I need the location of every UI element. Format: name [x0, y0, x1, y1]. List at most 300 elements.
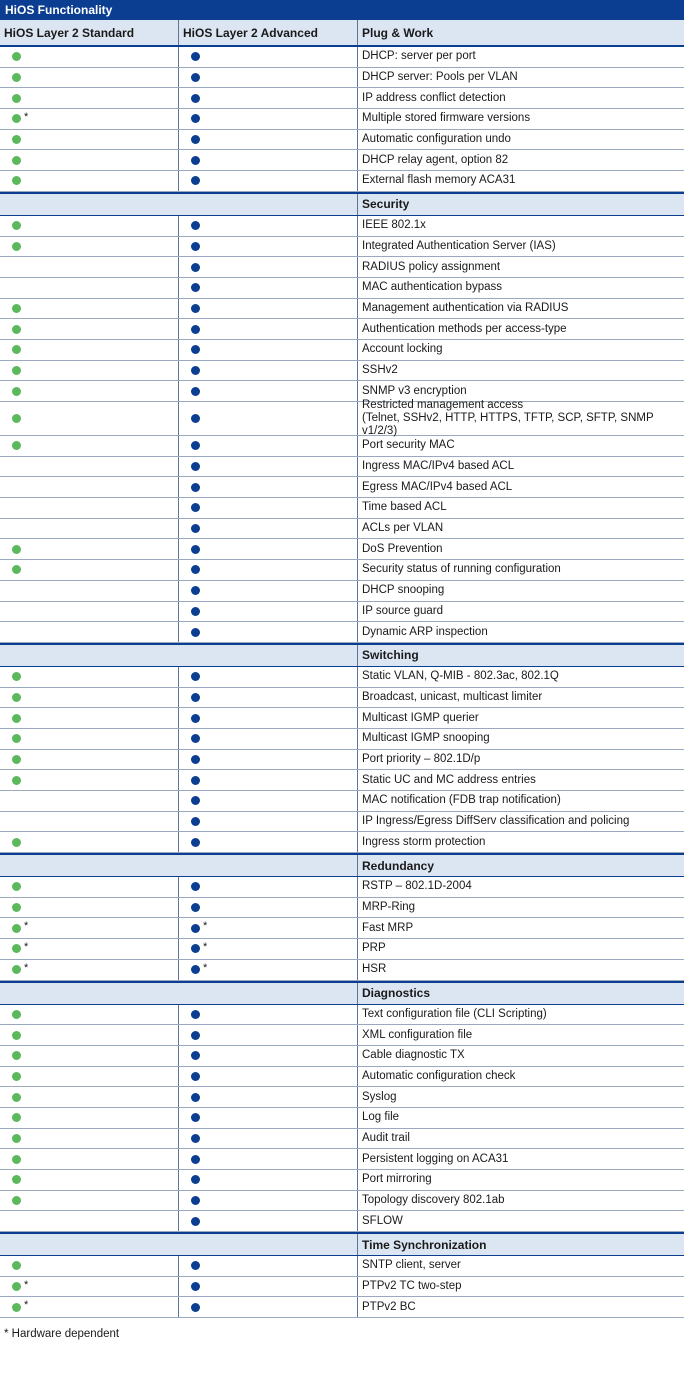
section-header-diagnostics	[0, 981, 684, 1005]
advanced-cell	[178, 1297, 357, 1317]
advanced-cell	[178, 47, 357, 67]
table-row	[0, 171, 684, 192]
feature-name: Authentication methods per access-type	[362, 322, 567, 335]
blue-dot-icon	[191, 817, 200, 826]
feature-name: Automatic configuration check	[362, 1069, 516, 1082]
standard-cell	[0, 130, 178, 150]
section-blank-cell	[178, 645, 357, 666]
table-row	[0, 68, 684, 89]
table-row	[0, 1025, 684, 1046]
feature-name: Multicast IGMP snooping	[362, 732, 490, 745]
hardware-note-marker: *	[24, 961, 29, 974]
section-header-redundancy	[0, 853, 684, 877]
feature-cell	[357, 1277, 684, 1297]
feature-cell	[357, 622, 684, 642]
advanced-cell	[178, 602, 357, 622]
table-row	[0, 477, 684, 498]
green-dot-icon	[12, 366, 21, 375]
feature-cell	[357, 278, 684, 298]
section-header-switching	[0, 643, 684, 667]
blue-dot-icon	[191, 1155, 200, 1164]
feature-name: Persistent logging on ACA31	[362, 1152, 509, 1165]
blue-dot-icon	[191, 387, 200, 396]
feature-name: SNMP v3 encryption	[362, 384, 467, 397]
table-row	[0, 216, 684, 237]
green-dot-icon	[12, 1175, 21, 1184]
blue-dot-icon	[191, 1031, 200, 1040]
green-dot-icon	[12, 325, 21, 334]
advanced-cell	[178, 1149, 357, 1169]
feature-cell	[357, 791, 684, 811]
feature-name: SSHv2	[362, 363, 398, 376]
feature-name: Text configuration file (CLI Scripting)	[362, 1007, 547, 1020]
blue-dot-icon	[191, 156, 200, 165]
feature-cell	[357, 130, 684, 150]
table-row	[0, 832, 684, 853]
blue-dot-icon	[191, 1010, 200, 1019]
advanced-cell	[178, 688, 357, 708]
feature-cell	[357, 770, 684, 790]
table-row	[0, 1191, 684, 1212]
green-dot-icon	[12, 776, 21, 785]
blue-dot-icon	[191, 776, 200, 785]
standard-cell	[0, 498, 178, 518]
feature-name: IP Ingress/Egress DiffServ classification and policing	[362, 815, 630, 828]
section-title: Redundancy	[357, 855, 684, 876]
feature-name: SFLOW	[362, 1214, 403, 1227]
table-body	[0, 47, 684, 1318]
green-dot-icon	[12, 176, 21, 185]
table-row	[0, 319, 684, 340]
green-dot-icon	[12, 221, 21, 230]
feature-name: Ingress MAC/IPv4 based ACL	[362, 460, 515, 473]
standard-cell	[0, 519, 178, 539]
standard-cell	[0, 729, 178, 749]
table-row	[0, 1005, 684, 1026]
green-dot-icon	[12, 1303, 21, 1312]
advanced-cell	[178, 1277, 357, 1297]
green-dot-icon	[12, 1010, 21, 1019]
advanced-cell	[178, 130, 357, 150]
section-blank-cell	[0, 855, 178, 876]
feature-name: Security status of running configuration	[362, 563, 561, 576]
table-row	[0, 708, 684, 729]
standard-cell	[0, 299, 178, 319]
table-row	[0, 457, 684, 478]
feature-name: RADIUS policy assignment	[362, 260, 501, 273]
blue-dot-icon	[191, 882, 200, 891]
feature-name: MAC authentication bypass	[362, 281, 502, 294]
advanced-cell	[178, 877, 357, 897]
standard-cell	[0, 770, 178, 790]
standard-cell	[0, 581, 178, 601]
green-dot-icon	[12, 387, 21, 396]
standard-cell	[0, 1191, 178, 1211]
standard-cell	[0, 150, 178, 170]
advanced-cell	[178, 770, 357, 790]
blue-dot-icon	[191, 345, 200, 354]
blue-dot-icon	[191, 176, 200, 185]
advanced-cell	[178, 918, 357, 938]
blue-dot-icon	[191, 607, 200, 616]
hardware-note-marker: *	[203, 920, 208, 933]
standard-cell	[0, 68, 178, 88]
feature-name: Syslog	[362, 1090, 397, 1103]
feature-cell	[357, 750, 684, 770]
advanced-cell	[178, 498, 357, 518]
feature-cell	[357, 1149, 684, 1169]
blue-dot-icon	[191, 545, 200, 554]
table-row	[0, 436, 684, 457]
blue-dot-icon	[191, 304, 200, 313]
green-dot-icon	[12, 672, 21, 681]
standard-cell	[0, 602, 178, 622]
section-title: Switching	[357, 645, 684, 666]
table-row	[0, 109, 684, 130]
table-row	[0, 1170, 684, 1191]
standard-cell	[0, 1005, 178, 1025]
table-row	[0, 519, 684, 540]
standard-cell	[0, 812, 178, 832]
feature-cell	[357, 1025, 684, 1045]
advanced-cell	[178, 1129, 357, 1149]
advanced-cell	[178, 88, 357, 108]
feature-name: PRP	[362, 942, 386, 955]
table-row	[0, 667, 684, 688]
advanced-cell	[178, 237, 357, 257]
advanced-cell	[178, 581, 357, 601]
feature-cell	[357, 361, 684, 381]
blue-dot-icon	[191, 52, 200, 61]
standard-cell	[0, 257, 178, 277]
green-dot-icon	[12, 693, 21, 702]
feature-name: Multiple stored firmware versions	[362, 112, 531, 125]
table-row	[0, 750, 684, 771]
feature-cell	[357, 729, 684, 749]
green-dot-icon	[12, 903, 21, 912]
blue-dot-icon	[191, 1093, 200, 1102]
green-dot-icon	[12, 965, 21, 974]
green-dot-icon	[12, 1196, 21, 1205]
standard-cell	[0, 47, 178, 67]
feature-cell	[357, 88, 684, 108]
advanced-cell	[178, 340, 357, 360]
blue-dot-icon	[191, 586, 200, 595]
feature-cell	[357, 519, 684, 539]
green-dot-icon	[12, 1113, 21, 1122]
green-dot-icon	[12, 1261, 21, 1270]
advanced-cell	[178, 1256, 357, 1276]
green-dot-icon	[12, 304, 21, 313]
green-dot-icon	[12, 94, 21, 103]
advanced-cell	[178, 622, 357, 642]
feature-cell	[357, 1191, 684, 1211]
standard-cell	[0, 1108, 178, 1128]
column-header-advanced: HiOS Layer 2 Advanced	[178, 20, 357, 45]
section-blank-cell	[0, 983, 178, 1004]
feature-name: DHCP: server per port	[362, 50, 476, 63]
table-row	[0, 1297, 684, 1318]
table-row	[0, 622, 684, 643]
standard-cell	[0, 319, 178, 339]
blue-dot-icon	[191, 73, 200, 82]
feature-name: XML configuration file	[362, 1028, 473, 1041]
section-header-security	[0, 192, 684, 216]
feature-cell	[357, 1087, 684, 1107]
feature-name: Static VLAN, Q-MIB - 802.3ac, 802.1Q	[362, 670, 559, 683]
standard-cell	[0, 340, 178, 360]
feature-cell	[357, 602, 684, 622]
feature-name: IEEE 802.1x	[362, 219, 426, 232]
feature-cell	[357, 436, 684, 456]
blue-dot-icon	[191, 693, 200, 702]
table-row	[0, 1129, 684, 1150]
standard-cell	[0, 708, 178, 728]
feature-name: RSTP – 802.1D-2004	[362, 880, 472, 893]
table-row	[0, 877, 684, 898]
green-dot-icon	[12, 1051, 21, 1060]
section-title: Security	[357, 194, 684, 215]
green-dot-icon	[12, 156, 21, 165]
blue-dot-icon	[191, 565, 200, 574]
feature-name: Cable diagnostic TX	[362, 1049, 465, 1062]
advanced-cell	[178, 791, 357, 811]
feature-cell	[357, 319, 684, 339]
advanced-cell	[178, 960, 357, 980]
feature-cell	[357, 47, 684, 67]
feature-name: Topology discovery 802.1ab	[362, 1194, 505, 1207]
section-blank-cell	[178, 1234, 357, 1255]
standard-cell	[0, 560, 178, 580]
advanced-cell	[178, 1067, 357, 1087]
feature-name: Ingress storm protection	[362, 835, 486, 848]
feature-cell	[357, 498, 684, 518]
table-row	[0, 299, 684, 320]
green-dot-icon	[12, 441, 21, 450]
standard-cell	[0, 457, 178, 477]
blue-dot-icon	[191, 734, 200, 743]
feature-cell	[357, 150, 684, 170]
table-row	[0, 257, 684, 278]
standard-cell	[0, 1256, 178, 1276]
standard-cell	[0, 1129, 178, 1149]
table-row	[0, 1211, 684, 1232]
feature-name: Multicast IGMP querier	[362, 711, 479, 724]
advanced-cell	[178, 539, 357, 559]
advanced-cell	[178, 898, 357, 918]
feature-name: DHCP server: Pools per VLAN	[362, 71, 518, 84]
feature-cell	[357, 898, 684, 918]
advanced-cell	[178, 319, 357, 339]
blue-dot-icon	[191, 1196, 200, 1205]
advanced-cell	[178, 519, 357, 539]
feature-cell	[357, 708, 684, 728]
hardware-note-marker: *	[203, 940, 208, 953]
feature-name: Restricted management access	[362, 399, 524, 411]
standard-cell	[0, 1087, 178, 1107]
table-row	[0, 960, 684, 981]
table-row	[0, 340, 684, 361]
feature-detail: (Telnet, SSHv2, HTTP, HTTPS, TFTP, SCP, SFTP, SNMP v1/2/3)	[362, 412, 654, 437]
advanced-cell	[178, 1211, 357, 1231]
feature-cell	[357, 918, 684, 938]
blue-dot-icon	[191, 755, 200, 764]
section-title: Diagnostics	[357, 983, 684, 1004]
table-row	[0, 1067, 684, 1088]
advanced-cell	[178, 109, 357, 129]
standard-cell	[0, 216, 178, 236]
blue-dot-icon	[191, 1261, 200, 1270]
green-dot-icon	[12, 242, 21, 251]
green-dot-icon	[12, 345, 21, 354]
hardware-note-marker: *	[24, 110, 29, 123]
advanced-cell	[178, 68, 357, 88]
blue-dot-icon	[191, 325, 200, 334]
advanced-cell	[178, 667, 357, 687]
table-row	[0, 539, 684, 560]
hardware-note-marker: *	[24, 1299, 29, 1312]
green-dot-icon	[12, 1134, 21, 1143]
feature-cell	[357, 1211, 684, 1231]
feature-name: Integrated Authentication Server (IAS)	[362, 239, 556, 252]
blue-dot-icon	[191, 524, 200, 533]
feature-cell	[357, 1046, 684, 1066]
standard-cell	[0, 237, 178, 257]
table-row	[0, 560, 684, 581]
green-dot-icon	[12, 545, 21, 554]
table-row	[0, 498, 684, 519]
feature-cell	[357, 299, 684, 319]
feature-cell	[357, 457, 684, 477]
footnote: * Hardware dependent	[4, 1328, 120, 1341]
advanced-cell	[178, 708, 357, 728]
feature-name: Port priority – 802.1D/p	[362, 752, 481, 765]
standard-cell	[0, 1046, 178, 1066]
advanced-cell	[178, 278, 357, 298]
table-row	[0, 1149, 684, 1170]
advanced-cell	[178, 560, 357, 580]
green-dot-icon	[12, 838, 21, 847]
table-row	[0, 278, 684, 299]
standard-cell	[0, 918, 178, 938]
feature-cell	[357, 1067, 684, 1087]
table-row	[0, 47, 684, 68]
advanced-cell	[178, 1025, 357, 1045]
blue-dot-icon	[191, 135, 200, 144]
feature-cell	[357, 539, 684, 559]
column-header-plug-and-work: Plug & Work	[357, 20, 684, 45]
feature-name: Audit trail	[362, 1131, 410, 1144]
green-dot-icon	[12, 1282, 21, 1291]
feature-cell	[357, 877, 684, 897]
standard-cell	[0, 381, 178, 401]
green-dot-icon	[12, 1093, 21, 1102]
feature-cell	[357, 581, 684, 601]
standard-cell	[0, 1149, 178, 1169]
blue-dot-icon	[191, 628, 200, 637]
feature-cell	[357, 477, 684, 497]
feature-cell	[357, 560, 684, 580]
table-row	[0, 1277, 684, 1298]
blue-dot-icon	[191, 1282, 200, 1291]
advanced-cell	[178, 216, 357, 236]
standard-cell	[0, 1277, 178, 1297]
table-row	[0, 939, 684, 960]
blue-dot-icon	[191, 414, 200, 423]
section-title: Time Synchronization	[357, 1234, 684, 1255]
table-row	[0, 237, 684, 258]
table-row	[0, 150, 684, 171]
blue-dot-icon	[191, 714, 200, 723]
advanced-cell	[178, 1191, 357, 1211]
feature-name: Broadcast, unicast, multicast limiter	[362, 690, 543, 703]
feature-cell	[357, 812, 684, 832]
green-dot-icon	[12, 52, 21, 61]
blue-dot-icon	[191, 1217, 200, 1226]
table-row	[0, 898, 684, 919]
feature-text	[362, 399, 684, 438]
advanced-cell	[178, 750, 357, 770]
table-row	[0, 361, 684, 382]
table-row	[0, 1256, 684, 1277]
hardware-note-marker: *	[24, 940, 29, 953]
table-row	[0, 729, 684, 750]
table-title: HiOS Functionality	[0, 0, 684, 20]
standard-cell	[0, 1067, 178, 1087]
blue-dot-icon	[191, 1134, 200, 1143]
section-blank-cell	[178, 194, 357, 215]
advanced-cell	[178, 402, 357, 435]
feature-name: Management authentication via RADIUS	[362, 301, 569, 314]
green-dot-icon	[12, 414, 21, 423]
blue-dot-icon	[191, 263, 200, 272]
table-row	[0, 770, 684, 791]
green-dot-icon	[12, 944, 21, 953]
blue-dot-icon	[191, 114, 200, 123]
standard-cell	[0, 88, 178, 108]
advanced-cell	[178, 381, 357, 401]
standard-cell	[0, 667, 178, 687]
advanced-cell	[178, 1046, 357, 1066]
table-row	[0, 688, 684, 709]
table-row	[0, 581, 684, 602]
blue-dot-icon	[191, 462, 200, 471]
blue-dot-icon	[191, 1175, 200, 1184]
feature-name: External flash memory ACA31	[362, 174, 516, 187]
blue-dot-icon	[191, 366, 200, 375]
standard-cell	[0, 750, 178, 770]
feature-name: SNTP client, server	[362, 1259, 461, 1272]
blue-dot-icon	[191, 944, 200, 953]
table-row	[0, 1046, 684, 1067]
standard-cell	[0, 791, 178, 811]
feature-name: Port security MAC	[362, 439, 455, 452]
table-row	[0, 791, 684, 812]
feature-cell	[357, 1108, 684, 1128]
advanced-cell	[178, 361, 357, 381]
advanced-cell	[178, 436, 357, 456]
green-dot-icon	[12, 1031, 21, 1040]
feature-cell	[357, 667, 684, 687]
feature-cell	[357, 688, 684, 708]
green-dot-icon	[12, 565, 21, 574]
standard-cell	[0, 877, 178, 897]
blue-dot-icon	[191, 441, 200, 450]
feature-name: HSR	[362, 963, 387, 976]
feature-name: Egress MAC/IPv4 based ACL	[362, 480, 513, 493]
feature-name: Time based ACL	[362, 501, 447, 514]
standard-cell	[0, 832, 178, 852]
